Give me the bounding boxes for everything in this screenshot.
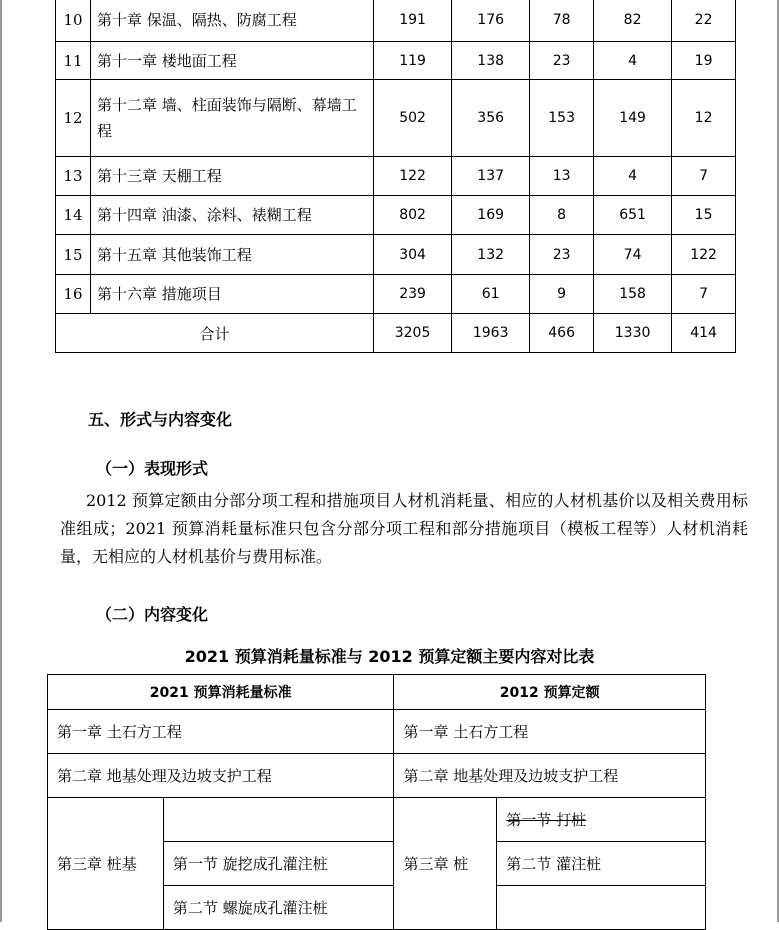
section-cell: 第一节 旋挖成孔灌注桩 — [163, 842, 394, 886]
header-2021: 2021 预算消耗量标准 — [48, 675, 394, 710]
total-value: 414 — [672, 314, 736, 353]
total-label: 合计 — [56, 314, 374, 353]
value-cell: 138 — [452, 42, 530, 80]
table-row — [56, 157, 736, 196]
table-row — [56, 80, 736, 157]
total-value: 3205 — [374, 314, 452, 353]
total-value: 466 — [530, 314, 594, 353]
value-cell: 239 — [374, 275, 452, 314]
value-cell: 169 — [452, 196, 530, 235]
value-cell: 7 — [672, 157, 736, 196]
row-number: 14 — [56, 196, 91, 235]
chapter-name: 第十六章 措施项目 — [91, 275, 374, 314]
chapter-name: 第十章 保温、隔热、防腐工程 — [91, 0, 374, 42]
value-cell: 191 — [374, 0, 452, 42]
chapter-name: 第十五章 其他装饰工程 — [91, 235, 374, 275]
total-row — [56, 314, 736, 353]
row-number: 12 — [56, 80, 91, 157]
value-cell: 22 — [672, 0, 736, 42]
chapter-count-table — [55, 0, 736, 353]
body-paragraph: 2012 预算定额由分部分项工程和措施项目人材机消耗量、相应的人材机基价以及相关费用标准组成；2021 预算消耗量标准只包含分部分项工程和部分措施项目（模板工程等）人材机消耗量，无相应的人材机基价与费用标准。 — [60, 491, 748, 566]
subsection-heading-form: （一）表现形式 — [96, 459, 209, 478]
chapter-name: 第十一章 楼地面工程 — [91, 42, 374, 80]
table-row — [56, 196, 736, 235]
value-cell: 82 — [594, 0, 672, 42]
value-cell: 78 — [530, 0, 594, 42]
row-number: 11 — [56, 42, 91, 80]
value-cell: 13 — [530, 157, 594, 196]
chapter-name: 第十三章 天棚工程 — [91, 157, 374, 196]
row-number: 16 — [56, 275, 91, 314]
value-cell: 122 — [374, 157, 452, 196]
value-cell: 61 — [452, 275, 530, 314]
table-caption: 2021 预算消耗量标准与 2012 预算定额主要内容对比表 — [184, 647, 595, 666]
chapter-cell: 第三章 桩 — [394, 798, 497, 930]
value-cell: 74 — [594, 235, 672, 275]
chapter-cell: 第一章 土石方工程 — [48, 710, 394, 754]
value-cell: 356 — [452, 80, 530, 157]
header-2012: 2012 预算定额 — [394, 675, 706, 710]
total-value: 1330 — [594, 314, 672, 353]
value-cell: 802 — [374, 196, 452, 235]
row-number: 15 — [56, 235, 91, 275]
section-heading: 五、形式与内容变化 — [88, 410, 233, 429]
value-cell: 9 — [530, 275, 594, 314]
value-cell: 15 — [672, 196, 736, 235]
value-cell: 23 — [530, 42, 594, 80]
subsection-heading-content: （二）内容变化 — [96, 605, 209, 624]
section-cell — [163, 798, 394, 842]
value-cell: 158 — [594, 275, 672, 314]
value-cell: 7 — [672, 275, 736, 314]
value-cell: 19 — [672, 42, 736, 80]
value-cell: 122 — [672, 235, 736, 275]
value-cell: 176 — [452, 0, 530, 42]
chapter-name: 第十四章 油漆、涂料、裱糊工程 — [91, 196, 374, 235]
section-cell: 第二节 灌注桩 — [497, 842, 706, 886]
table-row — [56, 275, 736, 314]
value-cell: 4 — [594, 157, 672, 196]
value-cell: 304 — [374, 235, 452, 275]
table-row — [56, 0, 736, 42]
table-row — [56, 235, 736, 275]
value-cell: 4 — [594, 42, 672, 80]
value-cell: 12 — [672, 80, 736, 157]
value-cell: 153 — [530, 80, 594, 157]
table-row — [56, 42, 736, 80]
value-cell: 651 — [594, 196, 672, 235]
comparison-table — [47, 674, 706, 930]
section-cell — [497, 886, 706, 930]
section-cell: 第二节 螺旋成孔灌注桩 — [163, 886, 394, 930]
page-edge-left — [0, 0, 2, 922]
chapter-cell: 第一章 土石方工程 — [394, 710, 706, 754]
table-row — [48, 798, 706, 842]
table-row — [48, 710, 706, 754]
row-number: 10 — [56, 0, 91, 42]
section-cell: 第一节 打桩 — [497, 798, 706, 842]
value-cell: 149 — [594, 80, 672, 157]
chapter-cell: 第三章 桩基 — [48, 798, 164, 930]
value-cell: 23 — [530, 235, 594, 275]
chapter-name: 第十二章 墙、柱面装饰与隔断、幕墙工程 — [91, 80, 374, 157]
value-cell: 132 — [452, 235, 530, 275]
row-number: 13 — [56, 157, 91, 196]
total-value: 1963 — [452, 314, 530, 353]
value-cell: 119 — [374, 42, 452, 80]
value-cell: 137 — [452, 157, 530, 196]
table-row — [48, 754, 706, 798]
value-cell: 502 — [374, 80, 452, 157]
chapter-cell: 第二章 地基处理及边坡支护工程 — [48, 754, 394, 798]
table-header-row — [48, 675, 706, 710]
value-cell: 8 — [530, 196, 594, 235]
chapter-cell: 第二章 地基处理及边坡支护工程 — [394, 754, 706, 798]
